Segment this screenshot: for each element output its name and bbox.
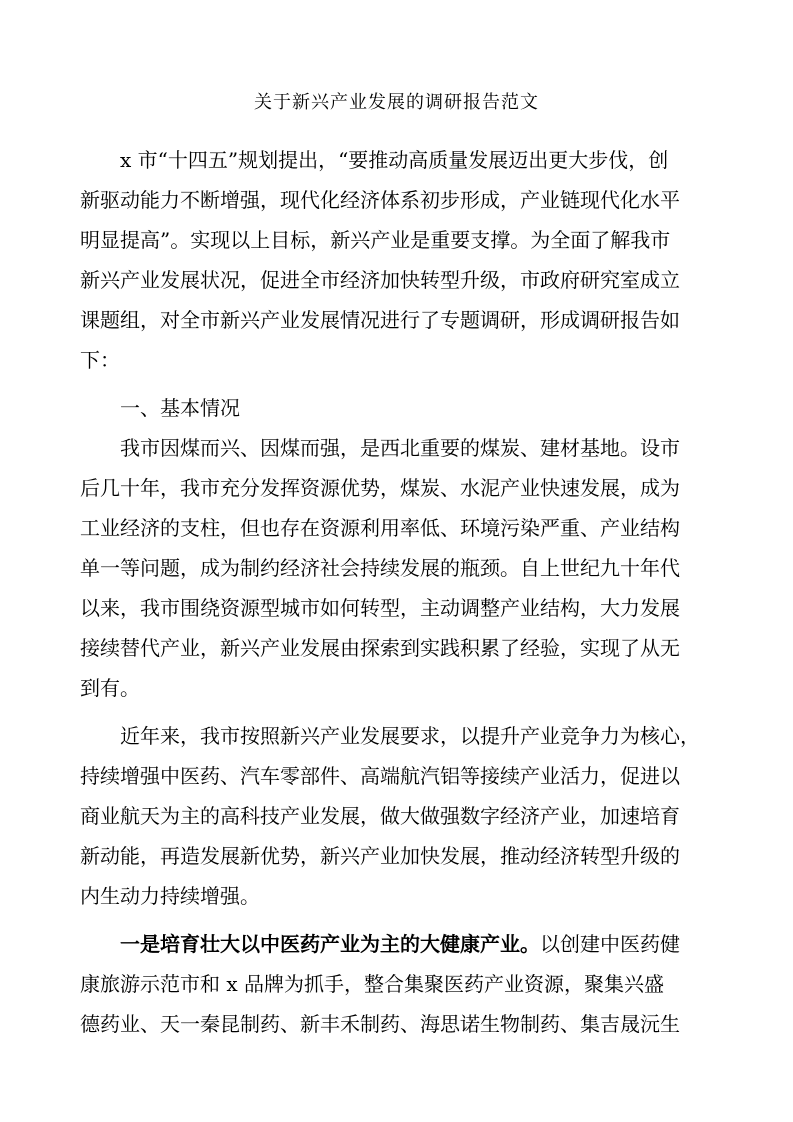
para1-line-2: 后几十年，我市充分发挥资源优势，煤炭、水泥产业快速发展，成为 (80, 476, 680, 500)
intro-line-6: 下： (80, 348, 120, 372)
para1-line-5: 以来，我市围绕资源型城市如何转型，主动调整产业结构，大力发展 (80, 596, 680, 620)
para2-line-2: 持续增强中医药、汽车零部件、高端航汽铝等接续产业活力，促进以 (80, 764, 680, 788)
document-title: 关于新兴产业发展的调研报告范文 (254, 92, 539, 113)
para3-lead-rest: 以创建中医药健 (540, 932, 680, 956)
para1-line-3: 工业经济的支柱，但也存在资源利用率低、环境污染严重、产业结构 (80, 516, 680, 540)
intro-line-5: 课题组，对全市新兴产业发展情况进行了专题调研，形成调研报告如 (80, 308, 680, 332)
intro-line-3: 明显提高”。实现以上目标，新兴产业是重要支撑。为全面了解我市 (80, 228, 671, 252)
para3-line-1 (120, 930, 680, 958)
para1-line-1: 我市因煤而兴、因煤而强，是西北重要的煤炭、建材基地。设市 (120, 436, 680, 460)
para3-line-3: 德药业、天一秦昆制药、新丰禾制药、海思诺生物制药、集吉晟沅生 (80, 1012, 680, 1036)
para1-line-7: 到有。 (80, 676, 140, 700)
section-heading-basic: 一、基本情况 (120, 396, 240, 420)
para2-line-4: 新动能，再造发展新优势，新兴产业加快发展，推动经济转型升级的 (80, 844, 680, 868)
para3-bold-lead: 一是培育壮大以中医药产业为主的大健康产业。 (120, 932, 540, 956)
intro-line-4: 新兴产业发展状况，促进全市经济加快转型升级，市政府研究室成立 (80, 268, 680, 292)
intro-line-1: x 市“十四五”规划提出，“要推动高质量发展迈出更大步伐，创 (120, 148, 669, 172)
para2-line-5: 内生动力持续增强。 (80, 884, 260, 908)
para2-line-3: 商业航天为主的高科技产业发展，做大做强数字经济产业，加速培育 (80, 804, 680, 828)
intro-line-2: 新驱动能力不断增强，现代化经济体系初步形成，产业链现代化水平 (80, 188, 680, 212)
para3-line-2: 康旅游示范市和 x 品牌为抓手，整合集聚医药产业资源，聚集兴盛 (80, 972, 664, 996)
para2-line-1: 近年来，我市按照新兴产业发展要求，以提升产业竞争力为核心， (120, 724, 700, 748)
para1-line-6: 接续替代产业，新兴产业发展由探索到实践积累了经验，实现了从无 (80, 636, 680, 660)
para1-line-4: 单一等问题，成为制约经济社会持续发展的瓶颈。自上世纪九十年代 (80, 556, 680, 580)
